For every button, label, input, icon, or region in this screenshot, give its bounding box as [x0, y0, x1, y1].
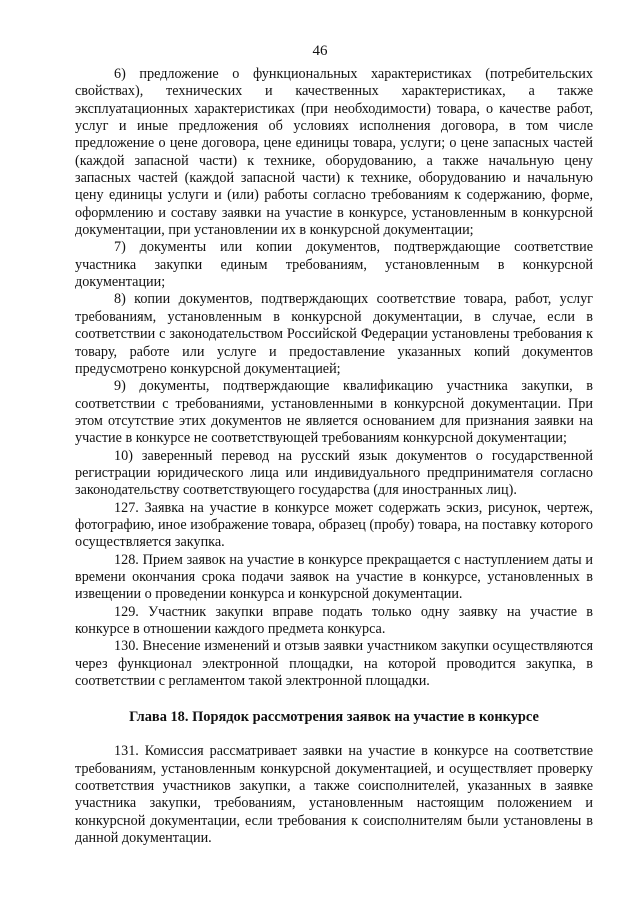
list-item-6: 6) предложение о функциональных характеристиках (потребительских свойствах), технических и качественных характеристиках, а также эксплуатационных характеристиках (при необходимости) товара, о качестве работ, услуг и иные предложения об условиях исполнения договора, в том числе предложение о цене договора, цене единицы товара, услуги; о цене запасных частей (каждой запасной части) к технике, оборудованию, а также начальную цену запасных частей (каждой запасной части) к технике, оборудованию и начальную цену единицы услуги и (или) работы согласно требованиям к содержанию, форме, оформлению и составу заявки на участие в конкурсе, установленным в конкурсной документации, при установлении их в конкурсной документации; — [75, 66, 593, 239]
chapter-heading: Глава 18. Порядок рассмотрения заявок на участие в конкурсе — [129, 709, 539, 726]
clause-127: 127. Заявка на участие в конкурсе может содержать эскиз, рисунок, чертеж, фотографию, иное изображение товара, образец (пробу) товара, на поставку которого осуществляется закупка. — [75, 499, 593, 551]
list-item-7: 7) документы или копии документов, подтверждающие соответствие участника закупки единым требованиям, установленным в конкурсной документации; — [75, 239, 593, 291]
list-item-9: 9) документы, подтверждающие квалификацию участника закупки, в соответствии с требованиями, установленными в конкурсной документации. При этом отсутствие этих документов не является основанием для признания заявки на участие в конкурсе не соответствующей требованиям конкурсной документации; — [75, 378, 593, 447]
list-item-10: 10) заверенный перевод на русский язык документов о государственной регистрации юридического лица или индивидуального предпринимателя согласно законодательству соответствующего государства (для иностранных лиц). — [75, 447, 593, 499]
document-body — [75, 66, 593, 847]
clause-128: 128. Прием заявок на участие в конкурсе прекращается с наступлением даты и времени окончания срока подачи заявок на участие в конкурсе, установленных в извещении о проведении конкурса и конкурсной документации. — [75, 551, 593, 603]
page-number: 46 — [312, 43, 328, 59]
clause-129: 129. Участник закупки вправе подать только одну заявку на участие в конкурсе в отношении каждого предмета конкурса. — [75, 603, 593, 637]
clause-130: 130. Внесение изменений и отзыв заявки участником закупки осуществляются через функционал электронной площадки, на которой проводится закупка, в соответствии с регламентом такой электронной площадки. — [75, 638, 593, 690]
clause-131: 131. Комиссия рассматривает заявки на участие в конкурсе на соответствие требованиям, установленным конкурсной документацией, и осуществляет проверку соответствия участников закупки, а также соисполнителей, указанных в заявке участника закупки, требованиям, установленным настоящим положением и конкурсной документации, если требования к соисполнителям были установлены в данной документации. — [75, 743, 593, 847]
list-item-8: 8) копии документов, подтверждающих соответствие товара, работ, услуг требованиям, установленным в конкурсной документации, в случае, если в соответствии с законодательством Российской Федерации установлены требования к товару, работе или услуге и предоставление указанных копий документов предусмотрено конкурсной документацией; — [75, 291, 593, 377]
